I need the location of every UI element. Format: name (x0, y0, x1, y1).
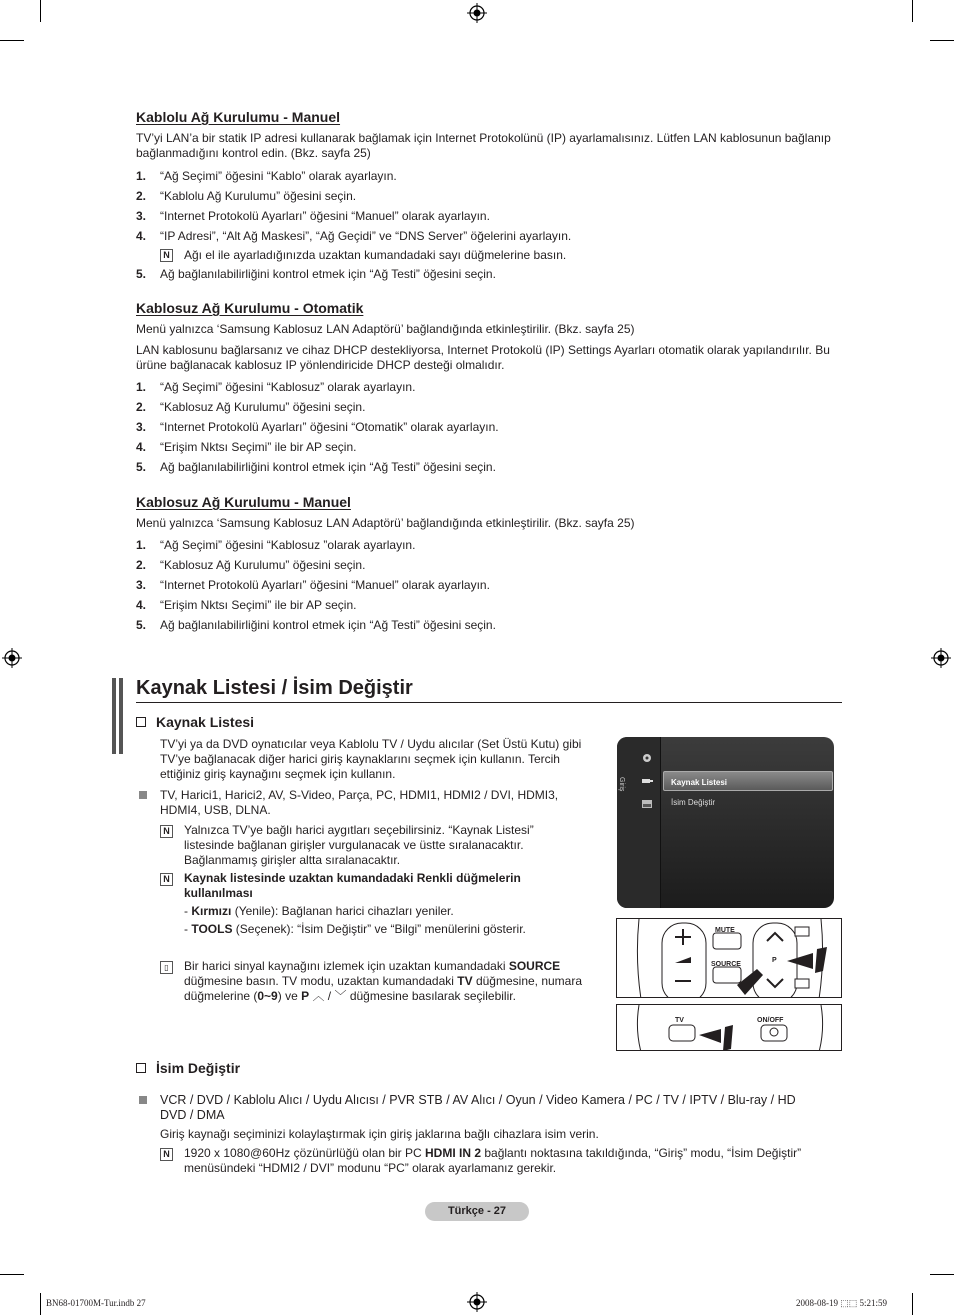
paragraph-line: HDMI4, USB, DLNA. (160, 803, 271, 817)
setup-gear-icon (641, 753, 653, 763)
isim-paragraph: Giriş kaynağı seçiminizi kolaylaştırmak için giriş jaklarına bağlı cihazlara isim verin. (160, 1127, 599, 1141)
source-list (160, 788, 558, 818)
paragraph-line: Kaynak listesinde uzaktan kumandadaki Renkli düğmelerin (184, 871, 521, 885)
chapter-bar (112, 678, 116, 754)
paragraph-line: DVD / DMA (160, 1108, 225, 1122)
crop-mark (0, 1274, 24, 1275)
step-item (136, 209, 836, 224)
step-number: 1. (136, 538, 147, 552)
remote-note-icon: ▯ (160, 961, 173, 974)
dash-item-text: (Seçenek): “İsim Değiştir” ve “Bilgi” menülerini gösterir. (232, 922, 526, 936)
step-number: 1. (136, 169, 147, 183)
text-run-bold: HDMI IN 2 (425, 1146, 482, 1160)
section-title: Kablosuz Ağ Kurulumu - Otomatik (136, 300, 364, 316)
paragraph-line: menüsündeki “HDMI2 / DVI” modunu “PC” olarak ayarlamanız gerekir. (184, 1161, 557, 1175)
paragraph-line: VCR / DVD / Kablolu Alıcı / Uydu Alıcısı / PVR STB / AV Alıcı / Oyun / Video Kamera / PC / TV / IPTV / Blu-ray / HD (160, 1093, 796, 1107)
subsection-title (136, 1061, 240, 1076)
print-date-info: 2008-08-19 ⬚⬚ 5:21:59 (796, 1298, 888, 1308)
step-number: 2. (136, 189, 147, 203)
step-text: “Ağ Seçimi” öğesini “Kablosuz ”olarak ayarlayın. (160, 538, 416, 552)
step-item (136, 189, 836, 204)
step-text: “IP Adresi”, “Alt Ağ Maskesi”, “Ağ Geçidi” ve “DNS Server” öğelerini ayarlayın. (160, 229, 572, 243)
step-number: 4. (136, 598, 147, 612)
onoff-label: ON/OFF (757, 1017, 784, 1024)
step-item (136, 169, 836, 184)
step-item (136, 460, 836, 475)
step-text: “Internet Protokolü Ayarları” öğesini “Manuel” olarak ayarlayın. (160, 578, 490, 592)
crop-mark (930, 1274, 954, 1275)
text-run-bold: TV (457, 974, 473, 988)
note-icon: N (160, 249, 173, 262)
step-text: Ağ bağlanılabilirliğini kontrol etmek için “Ağ Testi” öğesini seçin. (160, 460, 496, 474)
step-item (136, 229, 836, 244)
step-number: 3. (136, 578, 147, 592)
tv-menu-item-kaynak-listesi[interactable]: Kaynak Listesi (671, 778, 728, 787)
section-title: Kablosuz Ağ Kurulumu - Manuel (136, 494, 351, 510)
text-run: bağlantı noktasına takıldığında, “Giriş” modu, “İsim Değiştir” (481, 1146, 802, 1160)
registration-mark-icon (467, 3, 487, 23)
step-item (136, 420, 836, 435)
section-title: Kablolu Ağ Kurulumu - Manuel (136, 109, 341, 125)
step-text: “Erişim Nktsı Seçimi” ile bir AP seçin. (160, 440, 357, 454)
application-icon (641, 799, 653, 809)
step-item (136, 267, 836, 282)
up-arrow-icon: ︿ (312, 989, 325, 1003)
step-item (136, 598, 836, 613)
step-text: “Kablolu Ağ Kurulumu” öğesini seçin. (160, 189, 357, 203)
text-run: düğmesine, numara (472, 974, 583, 988)
checkbox-icon (136, 717, 146, 727)
step-number: 5. (136, 618, 147, 632)
chapter-rule (136, 702, 842, 703)
remote-control-image (616, 1004, 842, 1051)
checkbox-icon (136, 1063, 146, 1073)
tv-menu-screenshot (617, 737, 834, 908)
tv-menu-sidebar (617, 737, 661, 908)
step-number: 5. (136, 460, 147, 474)
dash-item-bold: Kırmızı (191, 904, 232, 918)
registration-mark-icon (467, 1292, 487, 1312)
text-run-bold: P (301, 989, 310, 1003)
tv-menu-item-isim-degistir[interactable]: İsim Değiştir (671, 798, 716, 807)
dash-item-text: (Yenile): Bağlanan harici cihazları yeniler. (231, 904, 454, 918)
step-item (136, 380, 836, 395)
step-text: “Internet Protokolü Ayarları” öğesini “Otomatik” olarak ayarlayın. (160, 420, 499, 434)
note-text (184, 1146, 801, 1176)
crop-mark (912, 0, 913, 22)
remote-control-image (616, 918, 842, 998)
paragraph-line: kullanılması (184, 886, 253, 900)
dash-item: - Kırmızı (Yenile): Bağlanan harici cihazları yeniler. (184, 904, 454, 918)
step-text: “Ağ Seçimi” öğesini “Kablosuz” olarak ayarlayın. (160, 380, 416, 394)
down-arrow-icon: ﹀ (334, 989, 347, 1003)
crop-mark (912, 1293, 913, 1315)
paragraph-line: listesinde bağlanan girişler vurgulanacak ve üstte sıralanacaktır. (184, 838, 524, 852)
paragraph-line: Yalnızca TV’ye bağlı harici aygıtları seçebilirsiniz. “Kaynak Listesi” (184, 823, 534, 837)
note-icon: N (160, 1148, 173, 1161)
mute-label: MUTE (715, 927, 735, 934)
step-item (136, 400, 836, 415)
text-run: Bir harici sinyal kaynağını izlemek için uzaktan kumandadaki (184, 959, 509, 973)
note-text (184, 823, 534, 868)
section-intro: Menü yalnızca ‘Samsung Kablosuz LAN Adaptörü’ bağlandığında etkinleştirilir. (Bkz. sayfa 25) (136, 322, 635, 336)
note-text (184, 959, 582, 1004)
step-item (136, 558, 836, 573)
paragraph-line: TV, Harici1, Harici2, AV, S-Video, Parça, PC, HDMI1, HDMI2 / DVI, HDMI3, (160, 788, 559, 802)
registration-mark-icon (931, 648, 951, 668)
step-item (136, 578, 836, 593)
section-intro: LAN kablosunu bağlarsanız ve cihaz DHCP destekliyorsa, Internet Protokolü (IP) Settings Ayarları otomatik olarak yapılandırılır. Bu ürüne bağlanacak kablosuz IP yönlendiricide DHCP desteği olmalıdır. (136, 343, 830, 372)
text-run: düğmesine basılarak seçilebilir. (346, 989, 516, 1003)
paragraph-line: TV’ye bağlanacak diğer harici giriş kaynaklarını seçmek için kullanın. Tercih (160, 752, 560, 766)
note-text: Ağı el ile ayarladığınızda uzaktan kumandadaki sayı düğmelerine basın. (184, 248, 567, 262)
step-text: “Ağ Seçimi” öğesini “Kablo” olarak ayarlayın. (160, 169, 397, 183)
source-label: SOURCE (711, 961, 741, 968)
device-list (160, 1093, 796, 1123)
step-number: 5. (136, 267, 147, 281)
chapter-bar (119, 678, 123, 754)
chapter-title: Kaynak Listesi / İsim Değiştir (136, 677, 413, 699)
step-item (136, 538, 836, 553)
tv-menu-side-label: Giriş (618, 777, 625, 792)
crop-mark (930, 40, 954, 41)
bullet-icon (139, 1096, 147, 1104)
step-text: “Internet Protokolü Ayarları” öğesini “Manuel” olarak ayarlayın. (160, 209, 490, 223)
p-label: P (772, 957, 777, 964)
crop-mark (0, 40, 24, 41)
paragraph-line: düğmelerine (0~9) ve P ︿ / ﹀ düğmesine basılarak seçilebilir. (184, 989, 516, 1003)
page-number-badge: Türkçe - 27 (425, 1202, 529, 1221)
tv-label: TV (675, 1017, 684, 1024)
print-file-info: BN68-01700M-Tur.indb 27 (46, 1298, 146, 1308)
note-icon: N (160, 825, 173, 838)
crop-mark (40, 1293, 41, 1315)
step-text: Ağ bağlanılabilirliğini kontrol etmek için “Ağ Testi” öğesini seçin. (160, 618, 496, 632)
text-run-bold: SOURCE (508, 959, 561, 973)
text-run: düğmesine basın. TV modu, uzaktan kumandadaki (184, 974, 458, 988)
paragraph-line (184, 974, 582, 989)
step-text: Ağ bağlanılabilirliğini kontrol etmek için “Ağ Testi” öğesini seçin. (160, 267, 496, 281)
step-number: 2. (136, 558, 147, 572)
text-run: ) ve (277, 989, 302, 1003)
text-run: düğmelerine ( (184, 989, 258, 1003)
subsection-title-text: İsim Değiştir (156, 1060, 241, 1076)
bullet-icon (139, 791, 147, 799)
dash-item-bold: TOOLS (191, 922, 233, 936)
note-icon: N (160, 873, 173, 886)
paragraph-line (184, 1146, 801, 1161)
step-number: 4. (136, 440, 147, 454)
note-text (184, 871, 521, 901)
paragraph-line (184, 959, 582, 974)
kaynak-paragraph (160, 737, 581, 782)
registration-mark-icon (2, 648, 22, 668)
dash-item: - TOOLS (Seçenek): “İsim Değiştir” ve “Bilgi” menülerini gösterir. (184, 922, 526, 936)
step-number: 2. (136, 400, 147, 414)
step-text: “Kablosuz Ağ Kurulumu” öğesini seçin. (160, 558, 366, 572)
text-run-bold: 0~9 (257, 989, 278, 1003)
step-text: “Kablosuz Ağ Kurulumu” öğesini seçin. (160, 400, 366, 414)
crop-mark (40, 0, 41, 22)
step-number: 4. (136, 229, 147, 243)
section-intro: Menü yalnızca ‘Samsung Kablosuz LAN Adaptörü’ bağlandığında etkinleştirilir. (Bkz. sayfa 25) (136, 516, 635, 530)
step-number: 3. (136, 420, 147, 434)
section-intro: TV’yi LAN’a bir statik IP adresi kullanarak bağlamak için Internet Protokolünü (IP) ayarlamalısınız. Lütfen LAN kablosunun bağlanıp bağlanmadığını kontrol edin. (Bkz. sayfa 25) (136, 131, 831, 160)
subsection-title-text: Kaynak Listesi (156, 714, 255, 730)
remote-drawing-icon (617, 1005, 842, 1051)
paragraph-line: ettiğiniz giriş kaynağını seçmek için kullanın. (160, 767, 396, 781)
paragraph-line: TV’yi ya da DVD oynatıcılar veya Kablolu TV / Uydu alıcılar (Set Üstü Kutu) gibi (160, 737, 582, 751)
paragraph-line: Bağlanmamış girişler altta sıralanacaktır. (184, 853, 401, 867)
step-number: 1. (136, 380, 147, 394)
step-item (136, 618, 836, 633)
subsection-title (136, 715, 254, 730)
input-plug-icon (641, 776, 653, 786)
text-run: 1920 x 1080@60Hz çözünürlüğü olan bir PC (184, 1146, 425, 1160)
step-item (136, 440, 836, 455)
step-text: “Erişim Nktsı Seçimi” ile bir AP seçin. (160, 598, 357, 612)
step-number: 3. (136, 209, 147, 223)
